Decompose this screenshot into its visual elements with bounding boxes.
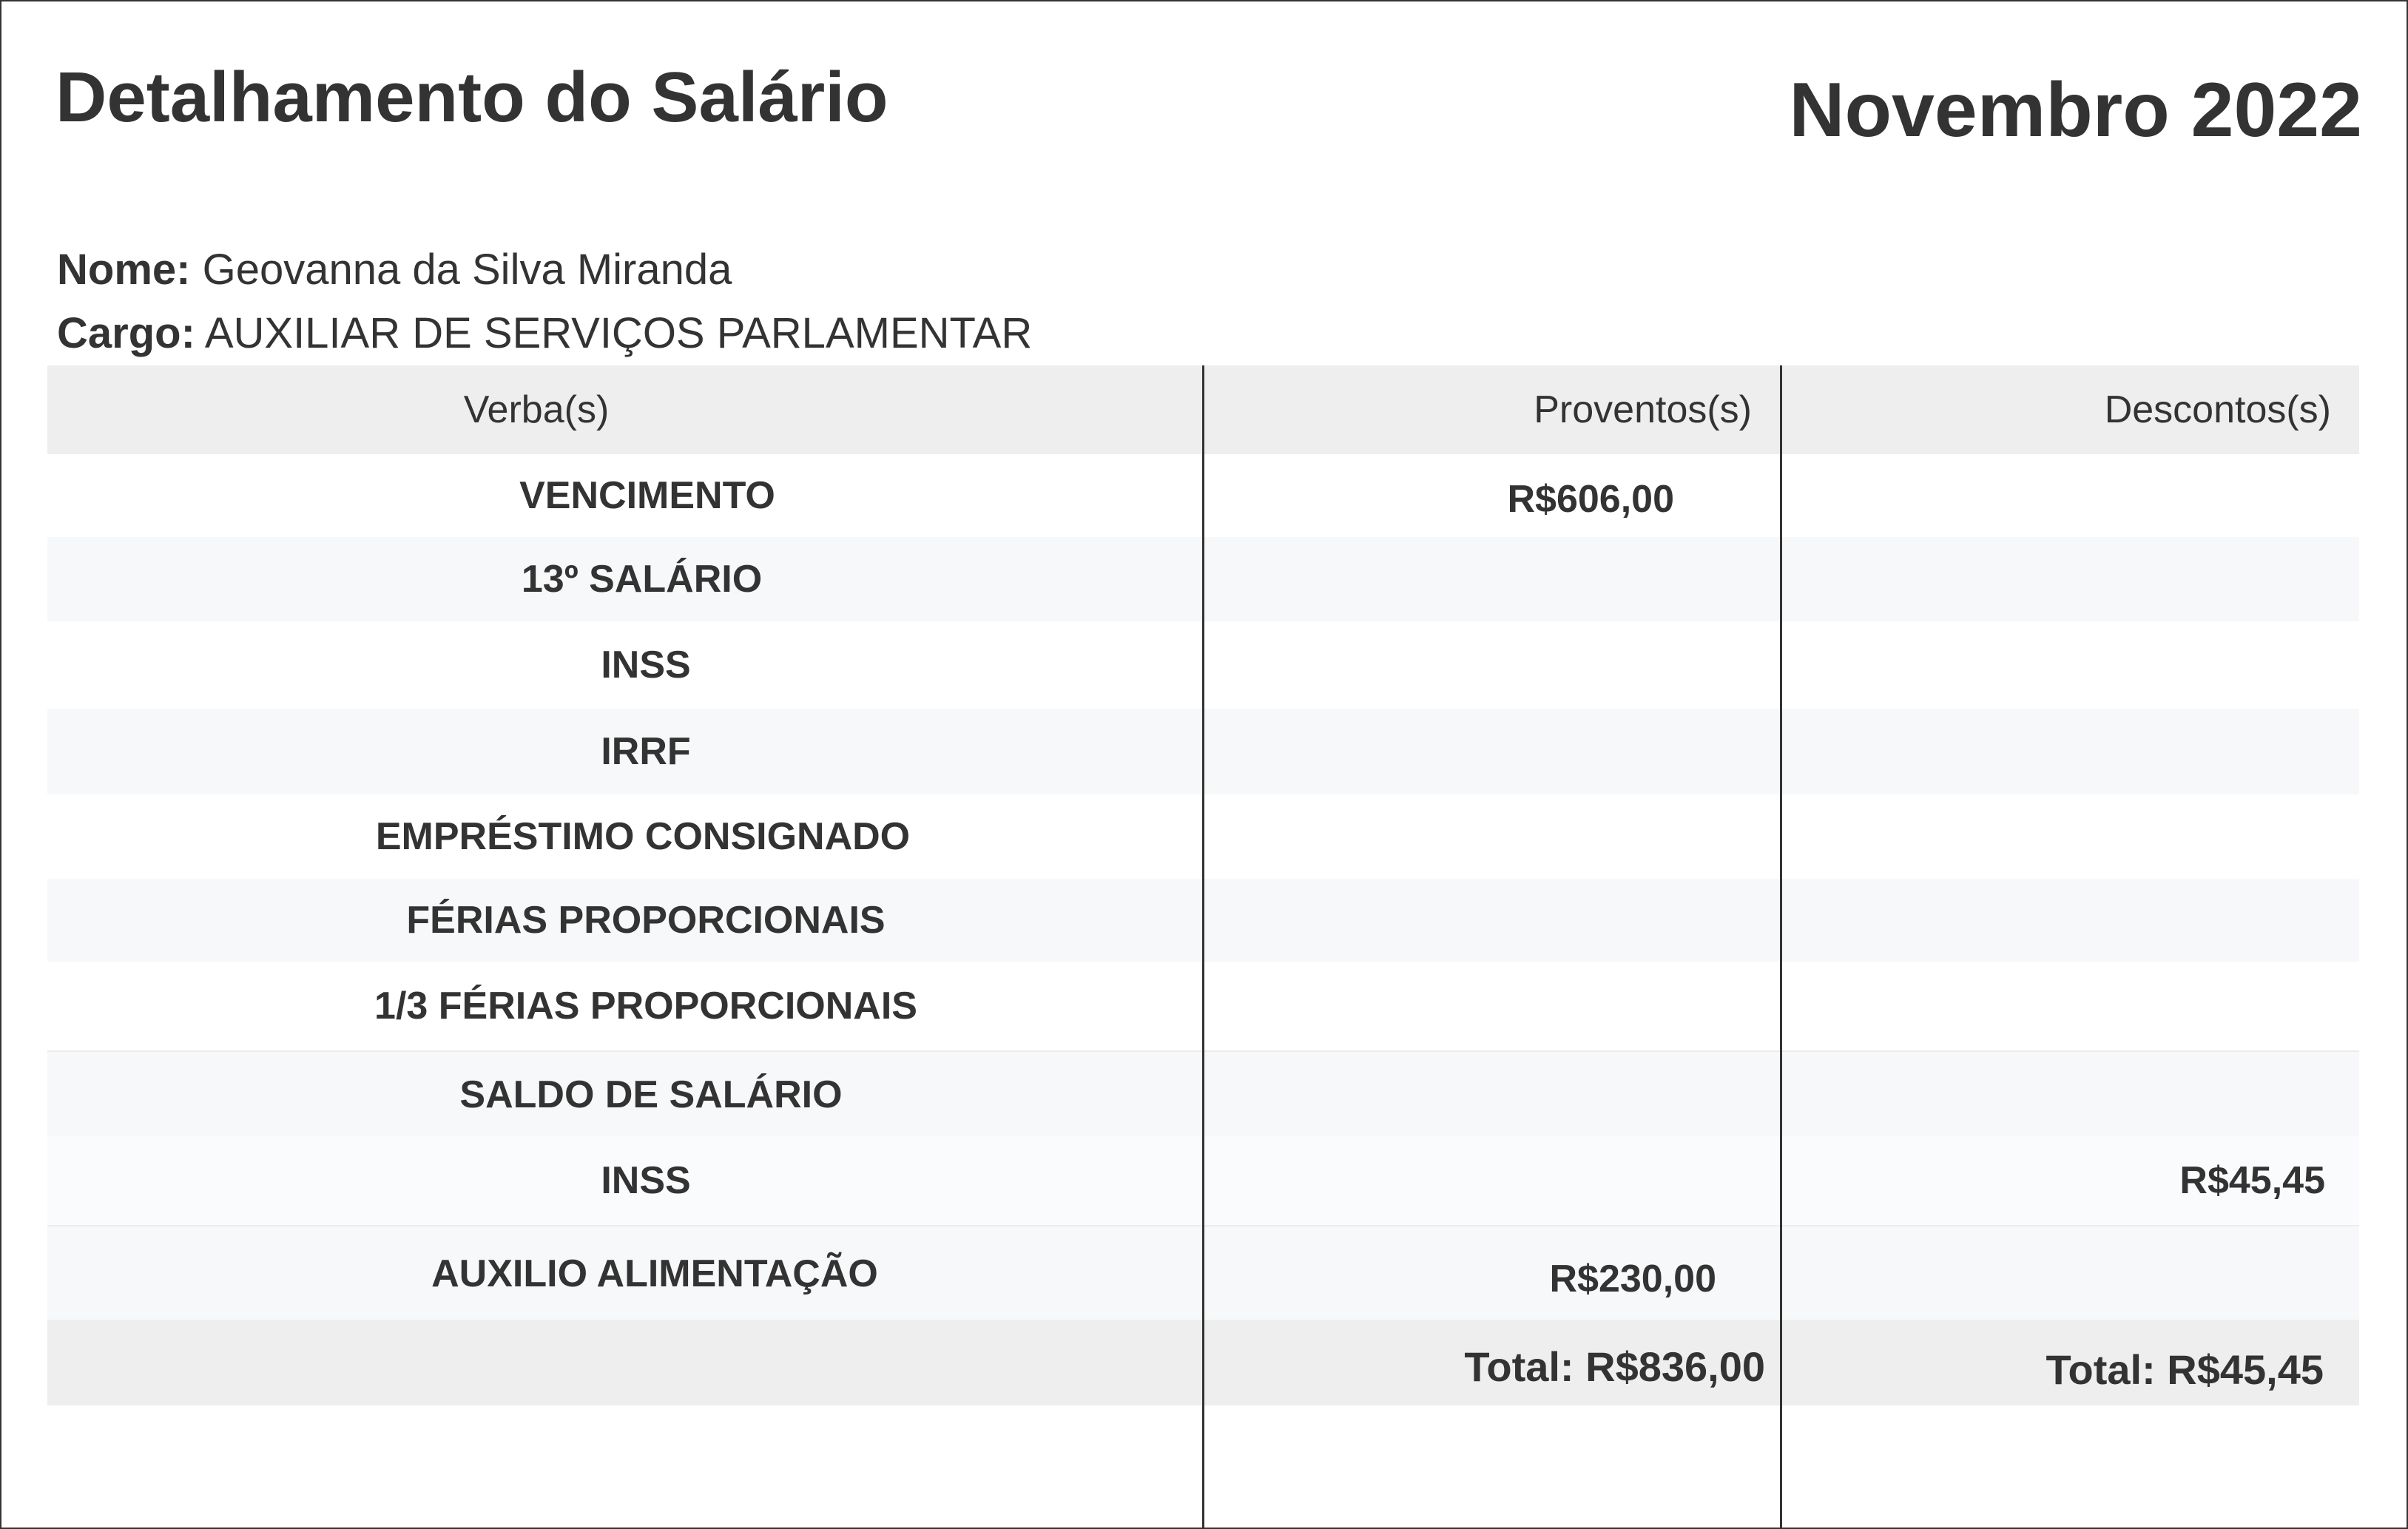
verba-cell: AUXILIO ALIMENTAÇÃO (431, 1252, 878, 1295)
verba-cell: FÉRIAS PROPORCIONAIS (406, 899, 886, 942)
verba-cell: INSS (601, 644, 691, 686)
total-descontos: Total: R$45,45 (2046, 1346, 2324, 1393)
employee-role-value: AUXILIAR DE SERVIÇOS PARLAMENTAR (204, 309, 1033, 357)
proventos-cell (1203, 709, 1781, 794)
employee-name-value: Geovanna da Silva Miranda (202, 246, 732, 294)
verba-cell: SALDO DE SALÁRIO (459, 1073, 843, 1116)
employee-role-line (57, 309, 1033, 357)
proventos-cell (1203, 794, 1781, 879)
column-divider (1202, 365, 1204, 1528)
period-label: Novembro 2022 (1789, 67, 2362, 153)
descontos-cell (1781, 962, 2359, 1050)
descontos-cell (1781, 1052, 2359, 1138)
verba-cell: VENCIMENTO (519, 474, 775, 517)
verba-cell: IRRF (601, 730, 691, 773)
column-header-descontos: Descontos(s) (2104, 388, 2331, 431)
proventos-cell: R$606,00 (1507, 478, 1674, 521)
descontos-cell (1781, 794, 2359, 879)
column-divider (1780, 365, 1782, 1528)
descontos-cell (1781, 709, 2359, 794)
column-header-proventos: Proventos(s) (1534, 388, 1752, 431)
page-title: Detalhamento do Salário (55, 58, 888, 137)
proventos-cell: R$230,00 (1549, 1258, 1716, 1300)
proventos-cell (1203, 537, 1781, 621)
descontos-cell (1781, 537, 2359, 621)
employee-name-line (57, 246, 732, 294)
descontos-cell (1781, 621, 2359, 709)
descontos-cell (1781, 1226, 2359, 1321)
employee-name-label: Nome: (57, 246, 191, 294)
total-proventos: Total: R$836,00 (1464, 1343, 1765, 1390)
descontos-cell (1781, 879, 2359, 962)
descontos-cell: R$45,45 (2179, 1159, 2325, 1202)
column-header-verbas: Verba(s) (463, 388, 610, 431)
verba-cell: INSS (601, 1159, 691, 1202)
proventos-cell (1203, 962, 1781, 1050)
totals-label-cell (47, 1320, 1203, 1405)
verba-cell: EMPRÉSTIMO CONSIGNADO (375, 815, 911, 858)
proventos-cell (1203, 879, 1781, 962)
proventos-cell (1203, 1052, 1781, 1138)
proventos-cell (1203, 1136, 1781, 1225)
descontos-cell (1781, 454, 2359, 537)
proventos-cell (1203, 621, 1781, 709)
employee-role-label: Cargo: (57, 309, 195, 357)
verba-cell: 1/3 FÉRIAS PROPORCIONAIS (374, 985, 917, 1027)
verba-cell: 13º SALÁRIO (521, 558, 763, 601)
